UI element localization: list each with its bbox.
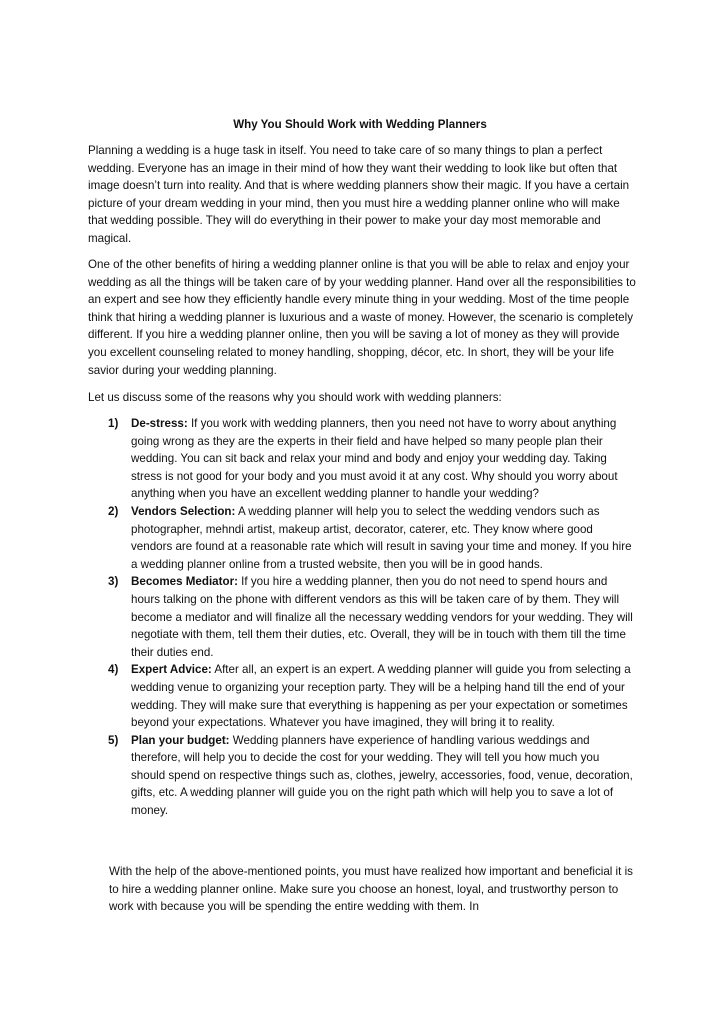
list-item-term: De-stress:	[131, 417, 188, 430]
reasons-intro-paragraph: Let us discuss some of the reasons why you should work with wedding planners:	[88, 391, 502, 404]
list-item-number: 3)	[108, 575, 119, 589]
list-item-term: Vendors Selection:	[131, 504, 236, 518]
closing-paragraph: With the help of the above-mentioned points, you must have realized how important and beneficial it is to hire a wedding planner online. Make sure you choose an honest, loyal, and trustworthy person to work with because you will be spending the entire wedding with them. In	[109, 865, 633, 914]
list-item-term: Becomes Mediator:	[131, 575, 238, 589]
list-item-text: After all, an expert is an expert. A wedding planner will guide you from selecting a wedding venue to organizing your reception party. They will be a helping hand till the end of your wedding. They will make sure that everything is happening as per your expectation or sometimes beyond your expectations. Whatever you have imagined, they will bring it to reality.	[131, 663, 631, 730]
intro-paragraph: Planning a wedding is a huge task in itself. You need to take care of so many things to plan a perfect wedding. Everyone has an image in their mind of how they want their wedding to look like but often that image doesn’t turn into reality. And that is where wedding planners show their magic. If you have a certain picture of your dream wedding in your mind, then you must hire a wedding planner online who will make that wedding possible. They will do everything in their power to make your day most memorable and magical.	[88, 144, 630, 245]
list-item-term: Expert Advice:	[131, 663, 212, 677]
list-item-text: If you work with wedding planners, then you need not have to worry about anything going wrong as they are the experts in their field and have helped so many people plan their wedding. You can sit back and relax your mind and body and enjoy your wedding day. Taking stress is not good for your body and you must avoid it at any cost. Why should you worry about anything when you have an excellent wedding planner to handle your wedding?	[131, 417, 618, 501]
list-item	[88, 732, 636, 820]
list-item-number: 4)	[108, 663, 119, 677]
list-item-text: If you hire a wedding planner, then you do not need to spend hours and hours talking on the phone with different vendors as this will be taken care of by them. They will become a mediator and will finalize all the necessary wedding vendors for your wedding. They will negotiate with them, tell them their duties, etc. Overall, they will be in touch with them till the time their duties end.	[131, 575, 633, 659]
list-item	[88, 573, 636, 661]
list-item-number: 2)	[108, 504, 119, 518]
list-item	[88, 415, 636, 503]
reasons-list	[88, 415, 636, 820]
list-item-number: 1)	[108, 417, 119, 430]
list-item-text: A wedding planner will help you to select the wedding vendors such as photographer, mehndi artist, makeup artist, decorator, caterer, etc. They know where good vendors are found at a reasonable rate which will result in saving your time and money. If you hire a wedding planner online from a trusted website, then you will be in good hands.	[131, 504, 632, 571]
list-item-text: Wedding planners have experience of handling various weddings and therefore, will help you to decide the cost for your wedding. They will tell you how much you should spend on respective things such as, clothes, jewelry, accessories, food, venue, decoration, gifts, etc. A wedding planner will guide you on the right path which will help you to save a lot of money.	[131, 733, 633, 818]
document-title: Why You Should Work with Wedding Planners	[233, 118, 487, 131]
benefits-paragraph: One of the other benefits of hiring a wedding planner online is that you will be able to relax and enjoy your wedding as all the things will be taken care of by your wedding planner. Hand over all the responsibilities to an expert and see how they efficiently handle every minute thing in your wedding. Most of the time people think that hiring a wedding planner is luxurious and a waste of money. However, the scenario is completely different. If you hire a wedding planner online, then you will be saving a lot of money as they will provide you excellent counseling related to money handling, shopping, décor, etc. In short, they will be your life savior during your wedding planning.	[88, 258, 636, 377]
list-item-term: Plan your budget:	[131, 733, 230, 747]
list-item	[88, 503, 636, 573]
list-item	[88, 661, 636, 731]
list-item-number: 5)	[108, 733, 119, 747]
